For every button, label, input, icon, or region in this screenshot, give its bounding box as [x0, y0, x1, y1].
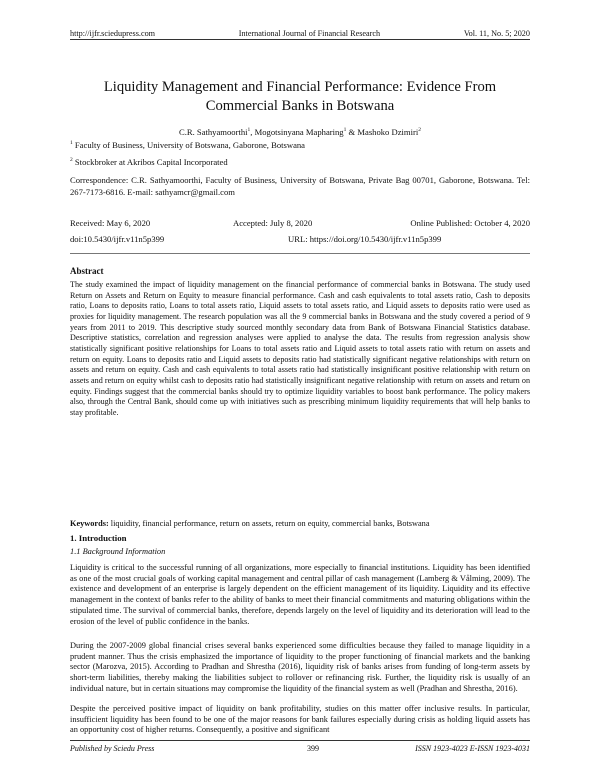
- running-header: [70, 26, 530, 38]
- footer-issn: ISSN 1923-4023 E-ISSN 1923-4031: [415, 744, 530, 753]
- page-footer: [70, 744, 530, 756]
- header-rule: [70, 39, 530, 40]
- author-3-affil: 2: [418, 127, 421, 134]
- footer-rule: [70, 740, 530, 741]
- doi-url[interactable]: URL: https://doi.org/10.5430/ijfr.v11n5p399: [288, 234, 442, 244]
- journal-url[interactable]: http://ijfr.sciedupress.com: [70, 29, 156, 38]
- author-2-affil: 1: [343, 127, 347, 134]
- received-date: Received: May 6, 2020: [70, 218, 151, 228]
- keywords-line: [70, 519, 530, 528]
- intro-paragraph-3: Despite the perceived positive impact of liquidity on bank profitability, studies on this matter offer inclusive results. In particular, insufficient liquidity has been found to be one of the major reasons for bank failures especially during crisis as holding liquid assets has an opportunity cost of higher returns. Consequently, a positive and significant: [70, 704, 530, 735]
- affiliation-1-num: 1: [70, 140, 73, 147]
- affiliation-2: [70, 157, 530, 167]
- section-divider: [70, 253, 530, 254]
- abstract-body: The study examined the impact of liquidity management on the financial performance of commercial banks in Botswana. The study used Return on Assets and Return on Equity to measure financial performance. Cash and cash equivalents to total assets ratio, Cash to deposits ratio, Loans to deposits ratio, Loans to total assets ratio, Liquid assets to total assets ratio, and Liquid assets to deposits ratio were used as proxies for liquidity management. The research population was all the 9 commercial banks in Botswana and the study covered a period of 9 years from 2011 to 2019. This descriptive study sourced monthly secondary data from Bank of Botswana Financial Statistics database. Descriptive statistics, correlation and regression analyses were applied to analyse the data. The results from regression analysis show statistically significant positive relationships for Loans to total assets ratio and Liquid assets to total assets ratio with return on assets and return on equity. Loans to deposits ratio and Liquid assets to deposits ratio had statistically significant negative relationships with return on assets and return on equity. Cash and cash equivalents to total assets ratio had statistically insignificant positive relationship with return on assets and return on equity whilst cash to deposits ratio had statistically insignificant negative relationship with return on assets and return on equity. Findings suggest that the commercial banks should try to optimize liquidity variables to boost bank performance. The policy makers also, through the Central Bank, should come up with initiatives such as prescribing minimum liquidity requirements that will help banks to stay profitable.: [70, 280, 530, 417]
- affiliation-1: [70, 140, 530, 150]
- author-2: Mogotsinyana Mapharing: [254, 127, 344, 137]
- author-1: C.R. Sathyamoorthi: [179, 127, 248, 137]
- correspondence: Correspondence: C.R. Sathyamoorthi, Faculty of Business, University of Botswana, Private Bag 00701, Gaborone, Botswana. Tel: 267-7173-6816. E-mail: sathyamcr@gmail.com: [70, 175, 530, 197]
- intro-paragraph-1: Liquidity is critical to the successful running of all organizations, more especially to financial institutions. Liquidity has been identified as one of the most crucial goals of working capital management and central pillar of cash management (Lamberg & Vålming, 2009). The existence and development of an enterprise is largely dependent on the efficient management of its liquidity. Liquidity and its effective management in the context of banks refer to the ability of banks to meet their financial commitments and maturing obligations within the stipulated time. The survival of commercial banks, therefore, depends largely on the level of liquidity and its deterioration will lead to the erosion of the level of public confidence in the banks.: [70, 563, 530, 626]
- footer-publisher: Published by Sciedu Press: [70, 744, 155, 753]
- author-line: [70, 127, 530, 137]
- affiliation-2-num: 2: [70, 157, 73, 164]
- intro-paragraph-2: During the 2007-2009 global financial crises several banks experienced some difficulties because they failed to manage liquidity in a prudent manner. Thus the crisis emphasized the importance of liquidity to the proper functioning of financial markets and the banking sector (Marozva, 2015). According to Pradhan and Shrestha (2016), liquidity risk of banks arises from funding of long-term assets by short-term liabilities, thereby making the liabilities subject to rollover or refinancing risk. Further, the liquidity risk is usually of an individual nature, but in certain situations may compromise the liquidity of the financial system as well (Pradhan and Shrestha, 2016).: [70, 641, 530, 693]
- paper-title: Liquidity Management and Financial Performance: Evidence From Commercial Banks in Botswana: [103, 79, 497, 114]
- background-subheading: 1.1 Background Information: [70, 547, 166, 556]
- affiliation-2-text: Stockbroker at Akribos Capital Incorporated: [74, 157, 228, 167]
- journal-name: International Journal of Financial Research: [238, 29, 381, 38]
- keywords-label: Keywords:: [70, 519, 109, 528]
- affiliation-1-text: Faculty of Business, University of Botswana, Gaborone, Botswana: [74, 140, 305, 150]
- introduction-heading: 1. Introduction: [70, 533, 127, 543]
- abstract-heading: Abstract: [70, 266, 104, 276]
- keywords-text: liquidity, financial performance, return on assets, return on equity, commercial banks, Botswana: [110, 519, 430, 528]
- author-separator: ,: [250, 127, 253, 137]
- author-ampersand: &: [348, 127, 356, 137]
- accepted-date: Accepted: July 8, 2020: [233, 218, 313, 228]
- page-number: 399: [307, 744, 319, 753]
- author-3: Mashoko Dzimiri: [357, 127, 419, 137]
- issue-info: Vol. 11, No. 5; 2020: [463, 29, 530, 38]
- author-1-affil: 1: [247, 127, 251, 134]
- published-date: Online Published: October 4, 2020: [410, 218, 530, 228]
- doi[interactable]: doi:10.5430/ijfr.v11n5p399: [70, 234, 165, 244]
